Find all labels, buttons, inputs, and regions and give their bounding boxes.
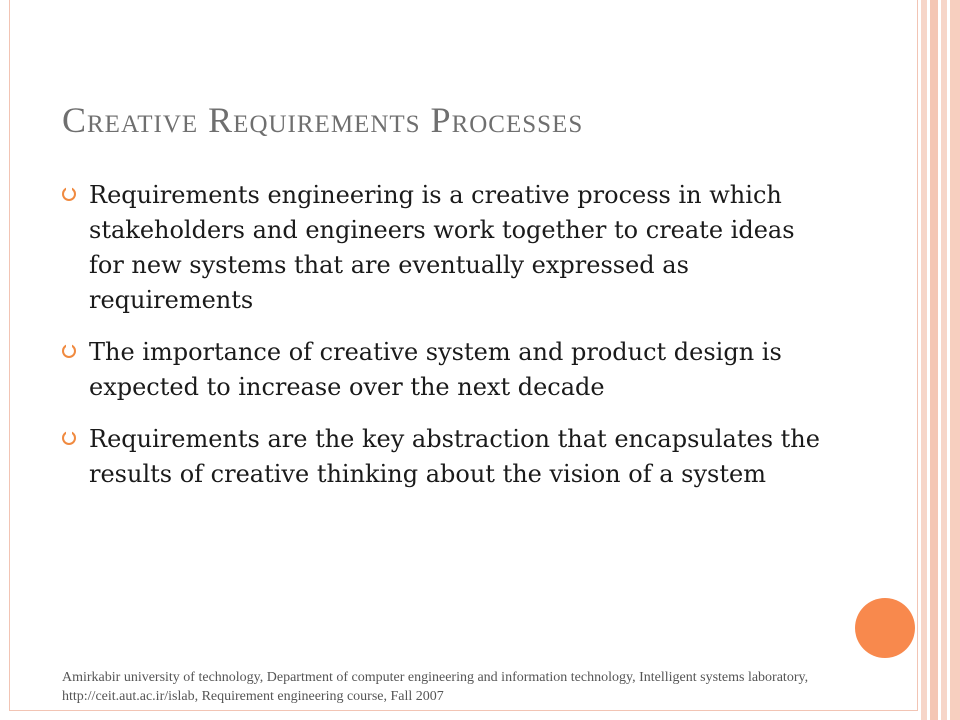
circle-bullet-icon xyxy=(62,431,76,445)
slide-footer: Amirkabir university of technology, Department of computer engineering and information technology, Intelligent systems laboratory, http://ceit.aut.ac.ir/islab, Requirement engineering course, Fall 2007 xyxy=(62,670,809,704)
bullet-item xyxy=(62,335,832,405)
bullet-text: Requirements engineering is a creative process in which stakeholders and engineers work together to create ideas for new systems that are eventually expressed as requirements xyxy=(89,181,795,314)
bullet-item xyxy=(62,422,832,492)
bullet-list xyxy=(62,178,832,509)
bullet-item xyxy=(62,178,832,318)
decorative-stripes xyxy=(921,0,960,720)
orange-circle-decoration xyxy=(855,598,915,658)
stripe xyxy=(930,0,938,720)
stripe xyxy=(941,0,947,720)
circle-bullet-icon xyxy=(62,187,76,201)
slide-title: Creative Requirements Processes xyxy=(62,100,584,140)
stripe xyxy=(921,0,927,720)
bullet-text: The importance of creative system and product design is expected to increase over the next decade xyxy=(89,338,782,401)
stripe xyxy=(950,0,960,720)
circle-bullet-icon xyxy=(62,344,76,358)
bullet-text: Requirements are the key abstraction that encapsulates the results of creative thinking about the vision of a system xyxy=(89,425,820,488)
